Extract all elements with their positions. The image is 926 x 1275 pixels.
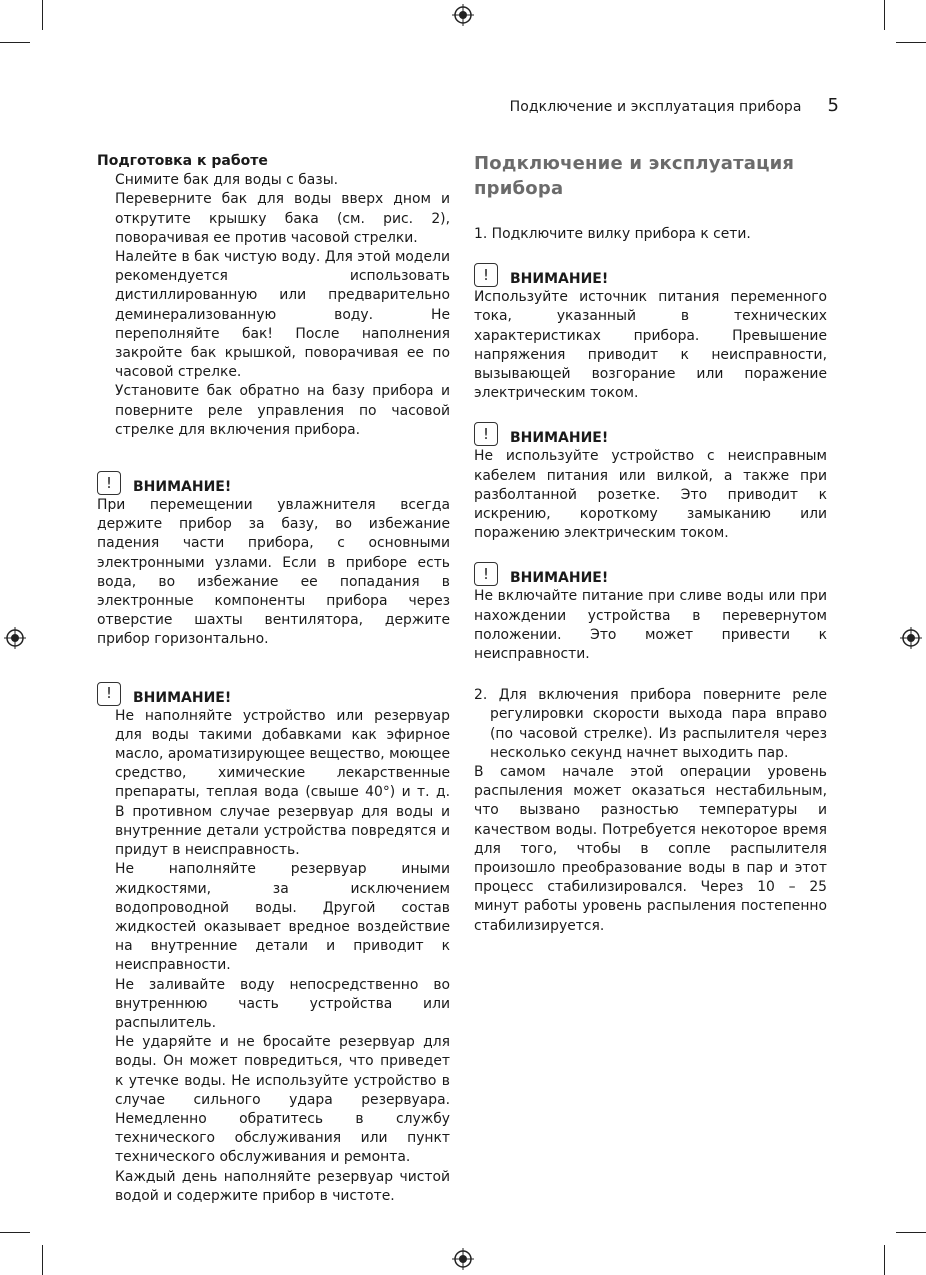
crop-mark: [0, 42, 30, 43]
crop-mark: [42, 0, 43, 30]
preparation-step: Налейте в бак чистую воду. Для этой модели рекомендуется использовать дистиллированную или предварительно деминерализованную воду. Не переполняйте бак! После наполнения закройте бак крышкой, поворачивая ее по часовой стрелке.: [115, 249, 450, 381]
preparation-step: Переверните бак для воды вверх дном и открутите крышку бака (см. рис. 2), поворачивая ее против часовой стрелки.: [115, 191, 450, 246]
warning-text: Используйте источник питания переменного тока, указанный в технических характеристиках прибора. Превышение напряжения приводит к неисправности, вызывающей возгорание или поражение электрическим током.: [474, 289, 827, 402]
warning-item: Не ударяйте и не бросайте резервуар для воды. Он может повредиться, что приведет к утечке воды. Не используйте устройство в случае сильного удара резервуара. Немедленно обратитесь в службу технического обслуживания или пункт технического обслуживания и ремонта.: [115, 1034, 450, 1166]
warning-text: Не используйте устройство с неисправным кабелем питания или вилкой, а также при разболтанной розетке. Это приводит к искрению, короткому замыканию или поражению электрическим током.: [474, 448, 827, 542]
exclamation-icon: !: [474, 422, 498, 446]
registration-mark-icon: [452, 4, 474, 26]
preparation-step: Снимите бак для воды с базы.: [115, 172, 339, 189]
warning-text: Не включайте питание при сливе воды или при нахождении устройства в перевернутом положении. Это может привести к неисправности.: [474, 588, 827, 663]
crop-mark: [884, 1245, 885, 1275]
operation-note: В самом начале этой операции уровень распыления может оказаться нестабильным, что вызвано разностью температуры и качеством воды. Потребуется некоторое время для того, чтобы в сопле распылителя произошло преобразование воды в пар и этот процесс стабилизировался. Через 10 – 25 минут работы уровень распыления постепенно стабилизируется.: [474, 764, 827, 934]
crop-mark: [884, 0, 885, 30]
warning-header: [474, 560, 827, 586]
warning-header: [97, 469, 450, 495]
right-column: [474, 152, 827, 936]
operation-step-1: 1. Подключите вилку прибора к сети.: [474, 226, 751, 242]
crop-mark: [0, 1232, 30, 1233]
warning-label: ВНИМАНИЕ!: [510, 570, 609, 587]
warning-block: [97, 680, 450, 1206]
warning-label: ВНИМАНИЕ!: [510, 271, 609, 288]
warning-block: [97, 469, 450, 650]
warning-text: При перемещении увлажнителя всегда держите прибор за базу, во избежание падения части прибора, с основными электронными узлами. Если в приборе есть вода, во избежание ее попадания в электронные компоненты прибора через отверстие шахты вентилятора, держите прибор горизонтально.: [97, 497, 450, 648]
registration-mark-icon: [900, 627, 922, 649]
crop-mark: [896, 1232, 926, 1233]
registration-mark-icon: [4, 627, 26, 649]
operation-step-2: 2. Для включения прибора поверните реле регулировки скорости выхода пара вправо (по часовой стрелке). Из распылителя через несколько секунд начнет выходить пар.: [474, 687, 827, 761]
warning-item: Не заливайте воду непосредственно во внутреннюю часть устройства или распылитель.: [115, 976, 450, 1031]
warning-header: [97, 680, 450, 706]
exclamation-icon: !: [97, 682, 121, 706]
warning-item: Не наполняйте резервуар иными жидкостями, за исключением водопроводной воды. Другой состав жидкостей оказывает вредное воздействие на внутренние детали и приводит к неисправности.: [115, 861, 450, 974]
preparation-step: Установите бак обратно на базу прибора и поверните реле управления по часовой стрелке для включения прибора.: [115, 383, 450, 438]
running-head: [510, 95, 839, 116]
warning-block: [474, 261, 827, 403]
warning-block: [474, 560, 827, 664]
exclamation-icon: !: [97, 471, 121, 495]
warning-block: [474, 420, 827, 543]
running-head-title: Подключение и эксплуатация прибора: [509, 99, 802, 115]
page-number: 5: [827, 95, 839, 116]
preparation-heading: Подготовка к работе: [97, 153, 268, 169]
warning-label: ВНИМАНИЕ!: [133, 479, 232, 496]
exclamation-icon: !: [474, 562, 498, 586]
warning-label: ВНИМАНИЕ!: [510, 430, 609, 447]
warning-header: [474, 261, 827, 287]
section-heading: Подключение и эксплуатация прибора: [474, 153, 795, 199]
warning-item: Каждый день наполняйте резервуар чистой водой и содержите прибор в чистоте.: [115, 1168, 450, 1204]
warning-item: Не наполняйте устройство или резервуар для воды такими добавками как эфирное масло, ароматизирующее вещество, моющее средство, химические лекарственные препараты, теплая вода (свыше 40°) и т. д. В противном случае резервуар для воды и внутренние детали устройства повредятся и придут в неисправность.: [115, 707, 450, 859]
left-column: [97, 152, 450, 1206]
registration-mark-icon: [452, 1248, 474, 1270]
warning-label: ВНИМАНИЕ!: [133, 689, 232, 706]
crop-mark: [42, 1245, 43, 1275]
crop-mark: [896, 42, 926, 43]
warning-header: [474, 420, 827, 446]
exclamation-icon: !: [474, 263, 498, 287]
